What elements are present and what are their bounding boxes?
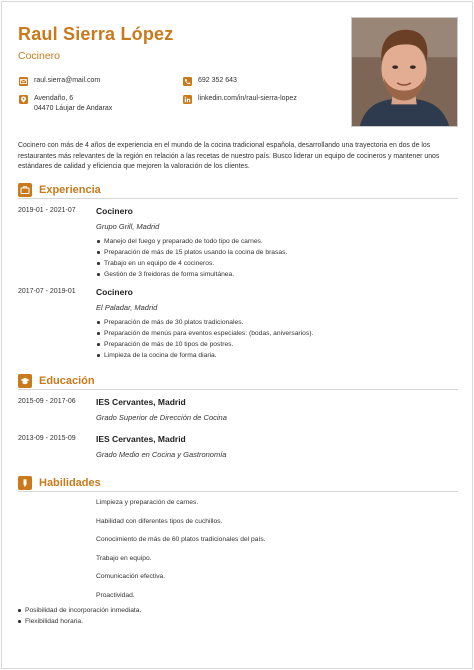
education-school: IES Cervantes, Madrid: [96, 434, 186, 444]
experience-dates: 2019-01 - 2021-07: [18, 207, 76, 214]
section-title-experience: Experiencia: [39, 183, 101, 196]
experience-bullets: [96, 317, 313, 361]
section-title-skills: Habilidades: [39, 476, 101, 489]
address-line1: Avendaño, 6: [34, 95, 74, 102]
envelope-icon: [19, 77, 28, 86]
list-item: Manejo del fuego y preparado de todo tipo de carnes.: [96, 236, 287, 247]
pencil-icon: [18, 476, 32, 490]
list-item: Conocimiento de más de 60 platos tradicionales del país.: [96, 536, 266, 543]
briefcase-icon: [18, 183, 32, 197]
candidate-name: Raul Sierra López: [18, 24, 174, 44]
section-experience: [18, 181, 458, 199]
education-dates: 2013-09 - 2015-09: [18, 435, 76, 442]
list-item: Trabajo en un equipo de 4 cocineros.: [96, 258, 287, 269]
section-education: [18, 372, 458, 390]
experience-bullets: [96, 236, 287, 280]
list-item: Posibilidad de incorporación inmediata.: [18, 605, 141, 616]
phone-icon: [183, 77, 192, 86]
resume-page: [1, 1, 473, 669]
list-item: Gestión de 3 freidoras de forma simultánea.: [96, 269, 287, 280]
profile-photo: [351, 17, 458, 127]
section-title-education: Educación: [39, 374, 95, 387]
skills-list: [96, 498, 266, 609]
education-degree: Grado Superior de Dirección de Cocina: [96, 413, 227, 422]
phone-text: 692 352 643: [198, 77, 237, 84]
list-item: Preparación de más de 15 platos usando la cocina de brasas.: [96, 247, 287, 258]
contact-address: [19, 94, 112, 114]
email-text: raul.sierra@mail.com: [34, 77, 101, 84]
candidate-role: Cocinero: [18, 50, 61, 62]
experience-place: Grupo Grill, Madrid: [96, 222, 160, 231]
experience-position: Cocinero: [96, 287, 133, 297]
linkedin-text: linkedin.com/in/raul-sierra-lopez: [198, 95, 297, 102]
contact-linkedin[interactable]: [183, 94, 297, 104]
list-item: Limpieza y preparación de carnes.: [96, 499, 199, 506]
contact-email[interactable]: [19, 76, 100, 86]
additional-info-list: [18, 605, 141, 627]
experience-dates: 2017-07 - 2019-01: [18, 288, 76, 295]
education-degree: Grado Medio en Cocina y Gastronomía: [96, 450, 227, 459]
graduation-cap-icon: [18, 374, 32, 388]
address-line2: 04470 Láujar de Andarax: [34, 105, 113, 112]
list-item: Trabajo en equipo.: [96, 554, 152, 562]
list-item: Limpieza de la cocina de forma diaria.: [96, 350, 313, 361]
experience-position: Cocinero: [96, 206, 133, 216]
list-item: Preparación de menús para eventos especiales: (bodas, aniversarios).: [96, 328, 313, 339]
experience-place: El Paladar, Madrid: [96, 303, 158, 312]
education-school: IES Cervantes, Madrid: [96, 397, 186, 407]
linkedin-icon: [183, 95, 192, 104]
list-item: Preparación de más de 30 platos tradicionales.: [96, 317, 313, 328]
contact-phone[interactable]: [183, 76, 237, 86]
list-item: Habilidad con diferentes tipos de cuchillos.: [96, 517, 223, 525]
education-dates: 2015-09 - 2017-06: [18, 398, 76, 405]
profile-summary: Cocinero con más de 4 años de experiencia en el mundo de la cocina tradicional española, desarrollando una trayectoria en dos de los restaurantes más relevantes de la región en relación a las recetas de nuestro país. Busco liderar un equipo de cocineros y mantener unos estándares de calidad y eficiencia que mejoren la valoración de los clientes.: [18, 142, 440, 170]
list-item: Comunicación efectiva.: [96, 573, 166, 580]
list-item: Preparación de más de 10 tipos de postres.: [96, 339, 313, 350]
location-pin-icon: [19, 95, 28, 104]
list-item: Proactividad.: [96, 591, 135, 599]
section-skills: [18, 474, 458, 492]
list-item: Flexibilidad horaria.: [18, 616, 141, 627]
